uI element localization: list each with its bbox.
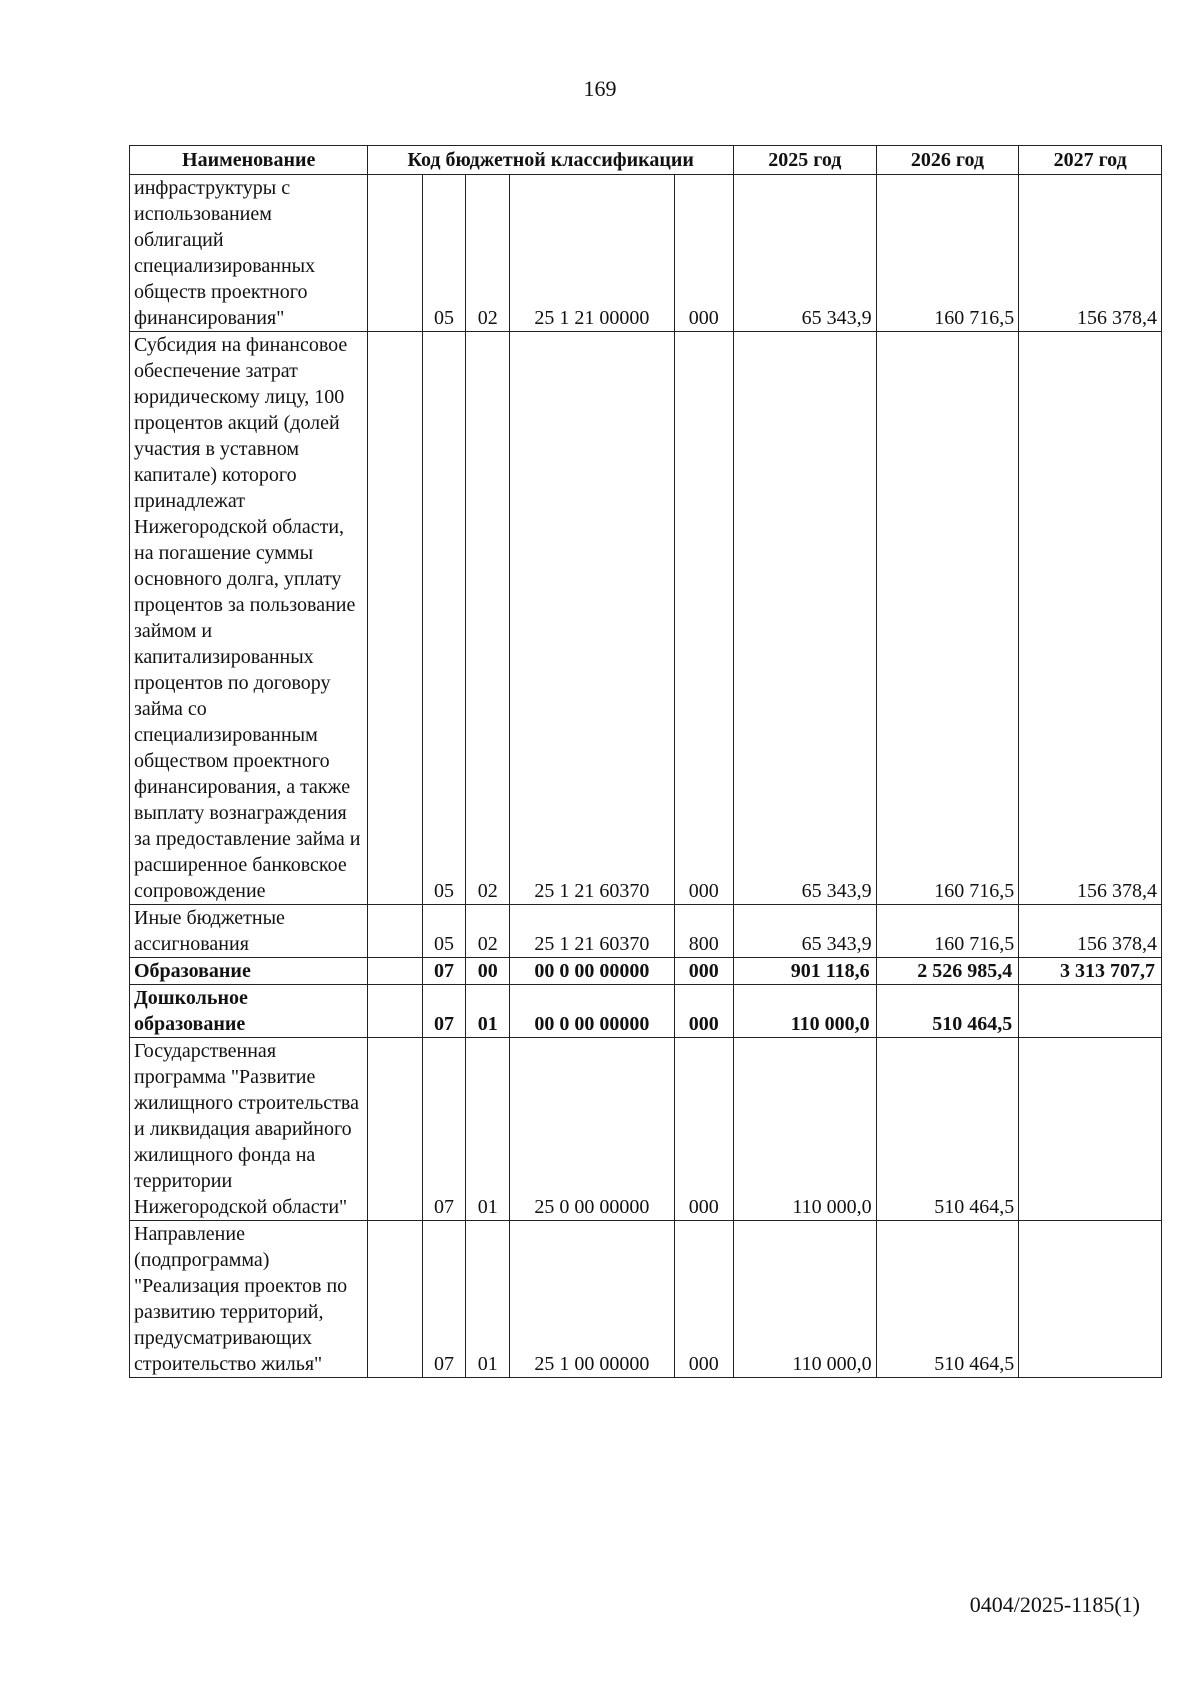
table-row: [130, 985, 1162, 1038]
row-2026: 510 464,5: [876, 985, 1019, 1038]
row-name: Иные бюджетные ассигнования: [130, 905, 368, 958]
row-code-1: [368, 1221, 422, 1378]
row-code-target: 25 1 21 60370: [510, 905, 675, 958]
row-code-1: [368, 332, 422, 905]
row-code-type: 000: [674, 1038, 733, 1221]
row-code-target: 00 0 00 00000: [510, 985, 675, 1038]
row-2026: 510 464,5: [876, 1038, 1019, 1221]
header-code: Код бюджетной классификации: [368, 146, 734, 175]
header-2025: 2025 год: [733, 146, 876, 175]
row-code-type: 000: [674, 175, 733, 332]
row-2025: 110 000,0: [733, 1038, 876, 1221]
row-2026: 160 716,5: [876, 905, 1019, 958]
row-code-type: 000: [674, 1221, 733, 1378]
row-2026: 2 526 985,4: [876, 958, 1019, 985]
row-code-type: 000: [674, 985, 733, 1038]
row-code-section: 07: [422, 985, 466, 1038]
budget-table: [129, 145, 1162, 1378]
row-2027: 156 378,4: [1019, 332, 1162, 905]
row-code-type: 800: [674, 905, 733, 958]
document-code: 0404/2025-1185(1): [969, 1592, 1140, 1617]
header-name: Наименование: [130, 146, 368, 175]
row-2025: 110 000,0: [733, 985, 876, 1038]
table-row: [130, 958, 1162, 985]
table-row: [130, 905, 1162, 958]
header-2027: 2027 год: [1019, 146, 1162, 175]
row-name: Государственная программа "Развитие жилищного строительства и ликвидация аварийного жилищного фонда на территории Нижегородской области": [130, 1038, 368, 1221]
row-2025: 65 343,9: [733, 175, 876, 332]
row-code-type: 000: [674, 332, 733, 905]
row-code-target: 25 0 00 00000: [510, 1038, 675, 1221]
row-code-target: 00 0 00 00000: [510, 958, 675, 985]
row-code-section: 07: [422, 1221, 466, 1378]
table-row: [130, 175, 1162, 332]
row-code-type: 000: [674, 958, 733, 985]
row-2026: 160 716,5: [876, 332, 1019, 905]
row-code-subsection: 02: [466, 175, 510, 332]
row-2027: [1019, 1038, 1162, 1221]
row-code-section: 05: [422, 175, 466, 332]
table-row: [130, 1038, 1162, 1221]
row-code-section: 07: [422, 958, 466, 985]
row-code-section: 07: [422, 1038, 466, 1221]
row-code-subsection: 01: [466, 1221, 510, 1378]
page-number: 169: [583, 76, 617, 101]
row-2027: 156 378,4: [1019, 905, 1162, 958]
row-code-subsection: 00: [466, 958, 510, 985]
row-code-1: [368, 905, 422, 958]
row-2026: 510 464,5: [876, 1221, 1019, 1378]
header-2026: 2026 год: [876, 146, 1019, 175]
row-2027: [1019, 985, 1162, 1038]
row-name: Направление (подпрограмма) "Реализация проектов по развитию территорий, предусматривающих строительство жилья": [130, 1221, 368, 1378]
row-code-1: [368, 175, 422, 332]
row-code-target: 25 1 21 00000: [510, 175, 675, 332]
row-code-subsection: 01: [466, 1038, 510, 1221]
row-name: инфраструктуры с использованием облигаций специализированных обществ проектного финансирования": [130, 175, 368, 332]
row-code-section: 05: [422, 905, 466, 958]
row-2026: 160 716,5: [876, 175, 1019, 332]
row-code-target: 25 1 21 60370: [510, 332, 675, 905]
row-2025: 65 343,9: [733, 332, 876, 905]
row-code-1: [368, 958, 422, 985]
table-row: [130, 332, 1162, 905]
row-code-1: [368, 985, 422, 1038]
table-header-row: [130, 146, 1162, 175]
row-name: Дошкольное образование: [130, 985, 368, 1038]
row-name: Субсидия на финансовое обеспечение затрат юридическому лицу, 100 процентов акций (долей участия в уставном капитале) которого принадлежат Нижегородской области, на погашение суммы основного долга, уплату процентов за пользование займом и капитализированных процентов по договору займа со специализированным обществом проектного финансирования, а также выплату вознаграждения за предоставление займа и расширенное банковское сопровождение: [130, 332, 368, 905]
row-code-section: 05: [422, 332, 466, 905]
row-2025: 65 343,9: [733, 905, 876, 958]
row-code-subsection: 01: [466, 985, 510, 1038]
row-2027: 156 378,4: [1019, 175, 1162, 332]
row-2025: 901 118,6: [733, 958, 876, 985]
row-code-subsection: 02: [466, 332, 510, 905]
row-code-target: 25 1 00 00000: [510, 1221, 675, 1378]
row-code-1: [368, 1038, 422, 1221]
row-2025: 110 000,0: [733, 1221, 876, 1378]
row-name: Образование: [130, 958, 368, 985]
table-row: [130, 1221, 1162, 1378]
row-code-subsection: 02: [466, 905, 510, 958]
row-2027: [1019, 1221, 1162, 1378]
row-2027: 3 313 707,7: [1019, 958, 1162, 985]
